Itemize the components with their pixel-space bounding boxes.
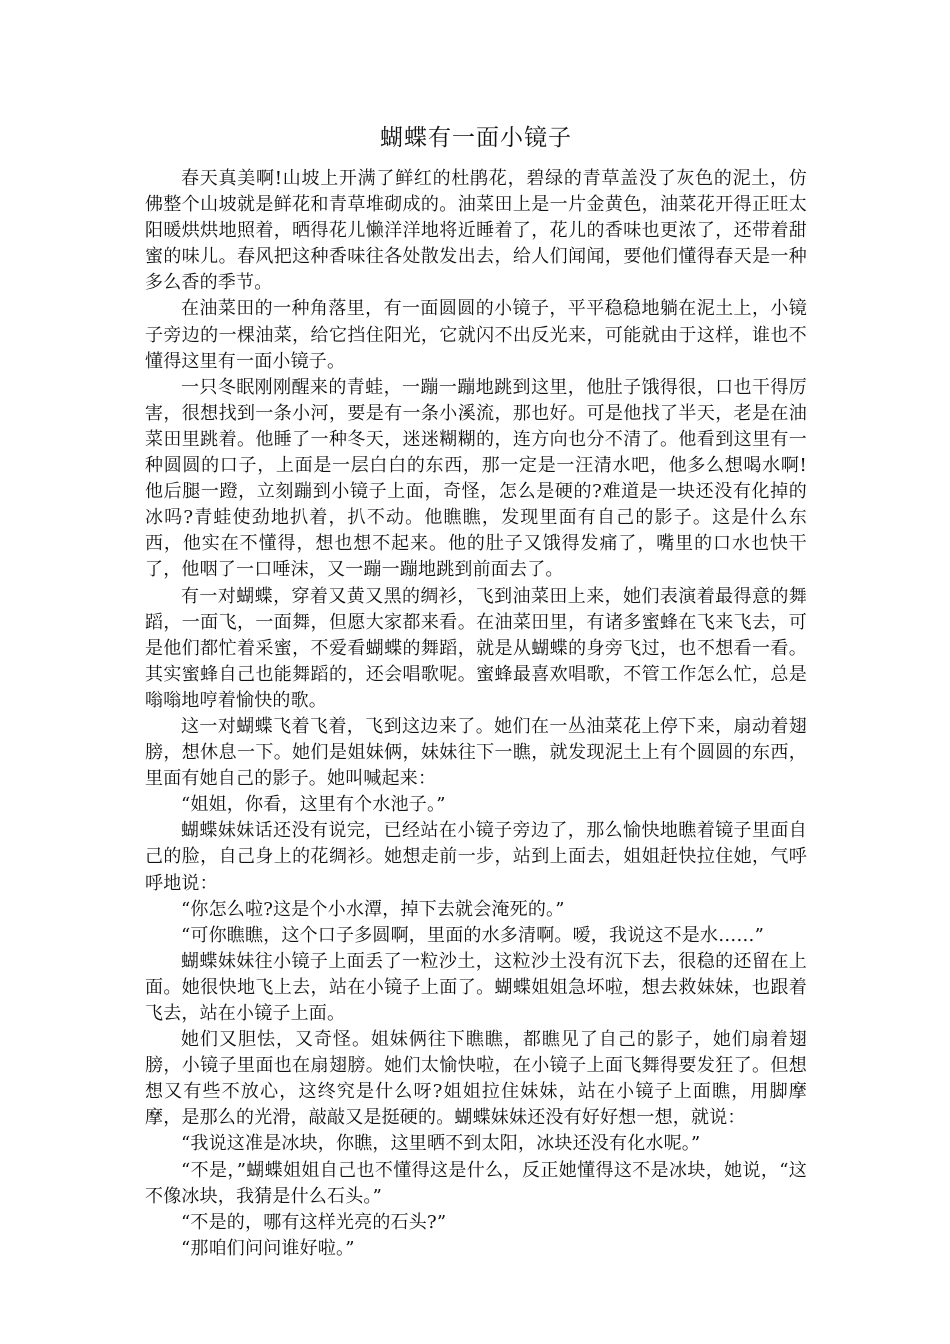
- paragraph-10: 蝴蝶妹妹往小镜子上面丢了一粒沙土，这粒沙土没有沉下去，很稳的还留在上面。她很快地飞上去，站在小镜子上面了。蝴蝶姐姐急坏啦，想去救妹妹，也跟着飞去，站在小镜子上面。: [145, 950, 807, 1024]
- paragraph-2: 在油菜田的一种角落里，有一面圆圆的小镜子，平平稳稳地躺在泥土上，小镜子旁边的一棵油菜，给它挡住阳光，它就闪不出反光来，可能就由于这样，谁也不懂得这里有一面小镜子。: [145, 298, 807, 372]
- paragraph-1: 春天真美啊!山坡上开满了鲜红的杜鹃花，碧绿的青草盖没了灰色的泥土，仿佛整个山坡就是鲜花和青草堆砌成的。油菜田上是一片金黄色，油菜花开得正旺太阳暖烘烘地照着，晒得花儿懒洋洋地将近睡着了，花儿的香味也更浓了，还带着甜蜜的味儿。春风把这种香味往各处散发出去，给人们闻闻，要他们懂得春天是一种多么香的季节。: [145, 168, 807, 294]
- paragraph-7: 蝴蝶妹妹话还没有说完，已经站在小镜子旁边了，那么愉快地瞧着镜子里面自己的脸，自己身上的花绸衫。她想走前一步，站到上面去，姐姐赶快拉住她，气呼呼地说：: [145, 820, 807, 894]
- dialogue-line-4: “我说这准是冰块，你瞧，这里晒不到太阳，冰块还没有化水呢。”: [181, 1133, 701, 1155]
- paragraph-3: 一只冬眠刚刚醒来的青蛙，一蹦一蹦地跳到这里，他肚子饿得很，口也干得厉害，很想找到一条小河，要是有一条小溪流，那也好。可是他找了半天，老是在油菜田里跳着。他睡了一种冬天，迷迷糊糊的，连方向也分不清了。他看到这里有一种圆圆的口子，上面是一层白白的东西，那一定是一汪清水吧，他多么想喝水啊!他后腿一蹬，立刻蹦到小镜子上面，奇怪，怎么是硬的?难道是一块还没有化掉的冰吗?青蛙使劲地扒着，扒不动。他瞧瞧，发现里面有自己的影子。这是什么东西，他实在不懂得，想也想不起来。他的肚子又饿得发痛了，嘴里的口水也快干了，他咽了一口唾沫，又一蹦一蹦地跳到前面去了。: [145, 376, 807, 581]
- document-body: [145, 166, 807, 1262]
- document-title: 蝴蝶有一面小镜子: [380, 125, 572, 151]
- paragraph-11: 她们又胆怯，又奇怪。姐妹俩往下瞧瞧，都瞧见了自己的影子，她们扇着翅膀，小镜子里面也在扇翅膀。她们太愉快啦，在小镜子上面飞舞得要发狂了。但想想又有些不放心，这终究是什么呀?姐姐拉住妹妹，站在小镜子上面瞧，用脚摩摩，是那么的光滑，敲敲又是挺硬的。蝴蝶妹妹还没有好好想一想，就说：: [145, 1029, 807, 1129]
- document-page: [145, 118, 807, 1262]
- dialogue-line-3: “可你瞧瞧，这个口子多圆啊，里面的水多清啊。嗳，我说这不是水……”: [181, 924, 765, 946]
- dialogue-line-1: “姐姐，你看，这里有个水池子。”: [181, 794, 446, 816]
- dialogue-line-7: “那咱们问问谁好啦。”: [181, 1237, 355, 1259]
- paragraph-4: 有一对蝴蝶，穿着又黄又黑的绸衫，飞到油菜田上来，她们表演着最得意的舞蹈，一面飞，一面舞，但愿大家都来看。在油菜田里，有诸多蜜蜂在飞来飞去，可是他们都忙着采蜜，不爱看蝴蝶的舞蹈，就是从蝴蝶的身旁飞过，也不想看一看。其实蜜蜂自己也能舞蹈的，还会唱歌呢。蜜蜂最喜欢唱歌，不管工作怎么忙，总是嗡嗡地哼着愉快的歌。: [145, 585, 807, 711]
- dialogue-line-5: “不是，”蝴蝶姐姐自己也不懂得这是什么，反正她懂得这不是冰块，她说，“这不像冰块，我猜是什么石头。”: [145, 1159, 807, 1207]
- dialogue-line-2: “你怎么啦?这是个小水潭，掉下去就会淹死的。”: [181, 898, 565, 920]
- paragraph-5: 这一对蝴蝶飞着飞着，飞到这边来了。她们在一丛油菜花上停下来，扇动着翅膀，想休息一下。她们是姐妹俩，妹妹往下一瞧，就发现泥土上有个圆圆的东西，里面有她自己的影子。她叫喊起来：: [145, 715, 807, 790]
- dialogue-line-6: “不是的，哪有这样光亮的石头?”: [181, 1211, 447, 1233]
